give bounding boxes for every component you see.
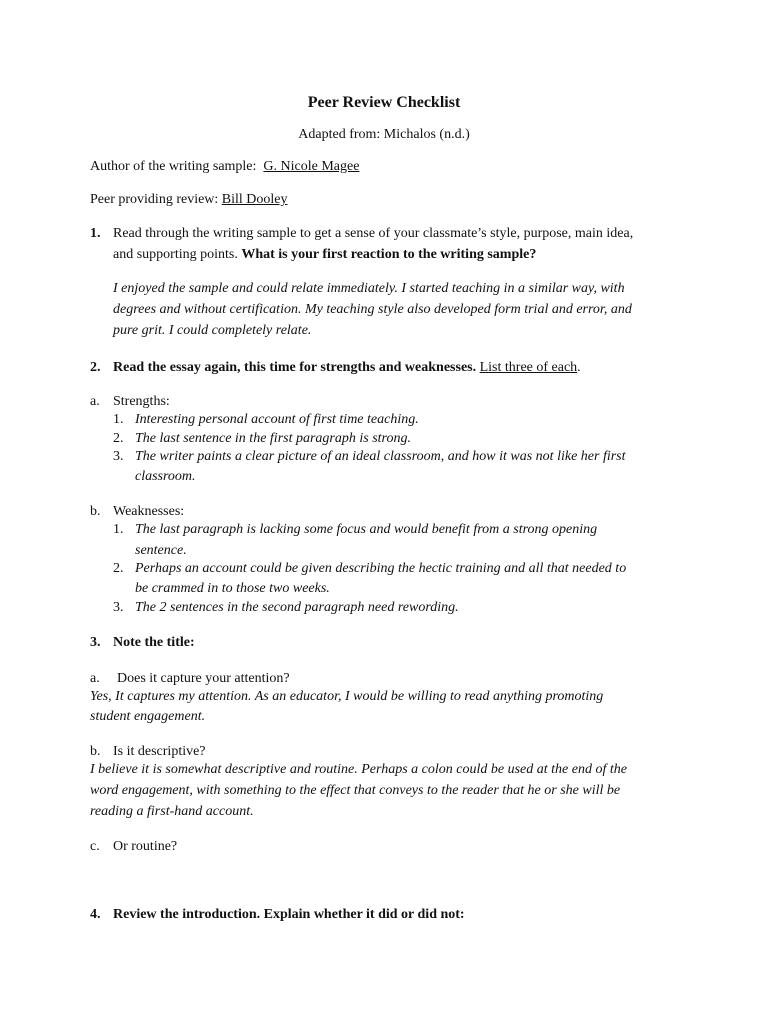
q3c-letter: c. — [90, 839, 100, 854]
q1-line2 — [113, 244, 536, 265]
q3a-answer-line: student engagement. — [90, 709, 206, 724]
list-item-number: 3. — [113, 600, 124, 615]
list-item-number: 1. — [113, 522, 124, 537]
q2-underlined: List three of each — [479, 360, 578, 375]
list-item: The writer paints a clear picture of an ideal classroom, and how it was not like her first — [135, 449, 626, 464]
q3c-label: Or routine? — [113, 839, 178, 854]
q4-heading: Review the introduction. Explain whether it did or did not: — [113, 907, 465, 922]
q3a-label: Does it capture your attention? — [117, 671, 290, 686]
weaknesses-letter: b. — [90, 504, 101, 519]
page-title: Peer Review Checklist — [307, 94, 461, 111]
q3b-answer-line: word engagement, with something to the effect that conveys to the reader that he or she will be — [90, 783, 621, 798]
q3a-answer-line: Yes, It captures my attention. As an educator, I would be willing to read anything promoting — [90, 689, 604, 704]
q3-number: 3. — [90, 635, 101, 650]
list-item-number: 1. — [113, 412, 124, 427]
q1-line1: Read through the writing sample to get a sense of your classmate’s style, purpose, main idea, — [113, 226, 634, 241]
q4-number: 4. — [90, 907, 101, 922]
list-item: classroom. — [135, 469, 196, 484]
author-label: Author of the writing sample: — [90, 159, 257, 174]
q1-question: What is your first reaction to the writing sample? — [241, 247, 537, 262]
q2-line: Read the essay again, this time for strengths and weaknesses. List three of each. — [113, 360, 581, 375]
list-item: The 2 sentences in the second paragraph need rewording. — [135, 600, 459, 615]
strengths-label: Strengths: — [113, 394, 170, 409]
peer-value: Bill Dooley — [221, 192, 288, 207]
list-item-number: 3. — [113, 449, 124, 464]
q1-answer-line: degrees and without certification. My teaching style also developed form trial and error, and — [113, 302, 632, 317]
page-subtitle: Adapted from: Michalos (n.d.) — [298, 127, 470, 142]
q3b-answer-line: I believe it is somewhat descriptive and routine. Perhaps a colon could be used at the end of the — [90, 762, 627, 777]
author-line — [90, 156, 359, 177]
list-item: Perhaps an account could be given describing the hectic training and all that needed to — [135, 561, 627, 576]
list-item: The last paragraph is lacking some focus and would benefit from a strong opening — [135, 522, 598, 537]
q3a-letter: a. — [90, 671, 100, 686]
q1-answer-line: pure grit. I could completely relate. — [113, 323, 312, 338]
q3b-label: Is it descriptive? — [113, 744, 206, 759]
q1-answer-line: I enjoyed the sample and could relate immediately. I started teaching in a similar way, with — [113, 281, 625, 296]
list-item: sentence. — [135, 543, 187, 558]
q3b-letter: b. — [90, 744, 101, 759]
q2-number: 2. — [90, 360, 101, 375]
q2-question: Read the essay again, this time for strengths and weaknesses. — [113, 360, 477, 375]
strengths-letter: a. — [90, 394, 100, 409]
q3b-answer-line: reading a first-hand account. — [90, 804, 254, 819]
q1-line2-plain: and supporting points. — [113, 247, 238, 262]
list-item: Interesting personal account of first time teaching. — [135, 412, 419, 427]
peer-line — [90, 189, 288, 210]
author-value: G. Nicole Magee — [263, 159, 360, 174]
q3-heading: Note the title: — [113, 635, 195, 650]
list-item-number: 2. — [113, 561, 124, 576]
list-item: The last sentence in the first paragraph is strong. — [135, 431, 411, 446]
peer-label: Peer providing review: — [90, 192, 219, 207]
weaknesses-label: Weaknesses: — [113, 504, 185, 519]
list-item: be crammed in to those two weeks. — [135, 581, 330, 596]
q1-number: 1. — [90, 226, 101, 241]
list-item-number: 2. — [113, 431, 124, 446]
